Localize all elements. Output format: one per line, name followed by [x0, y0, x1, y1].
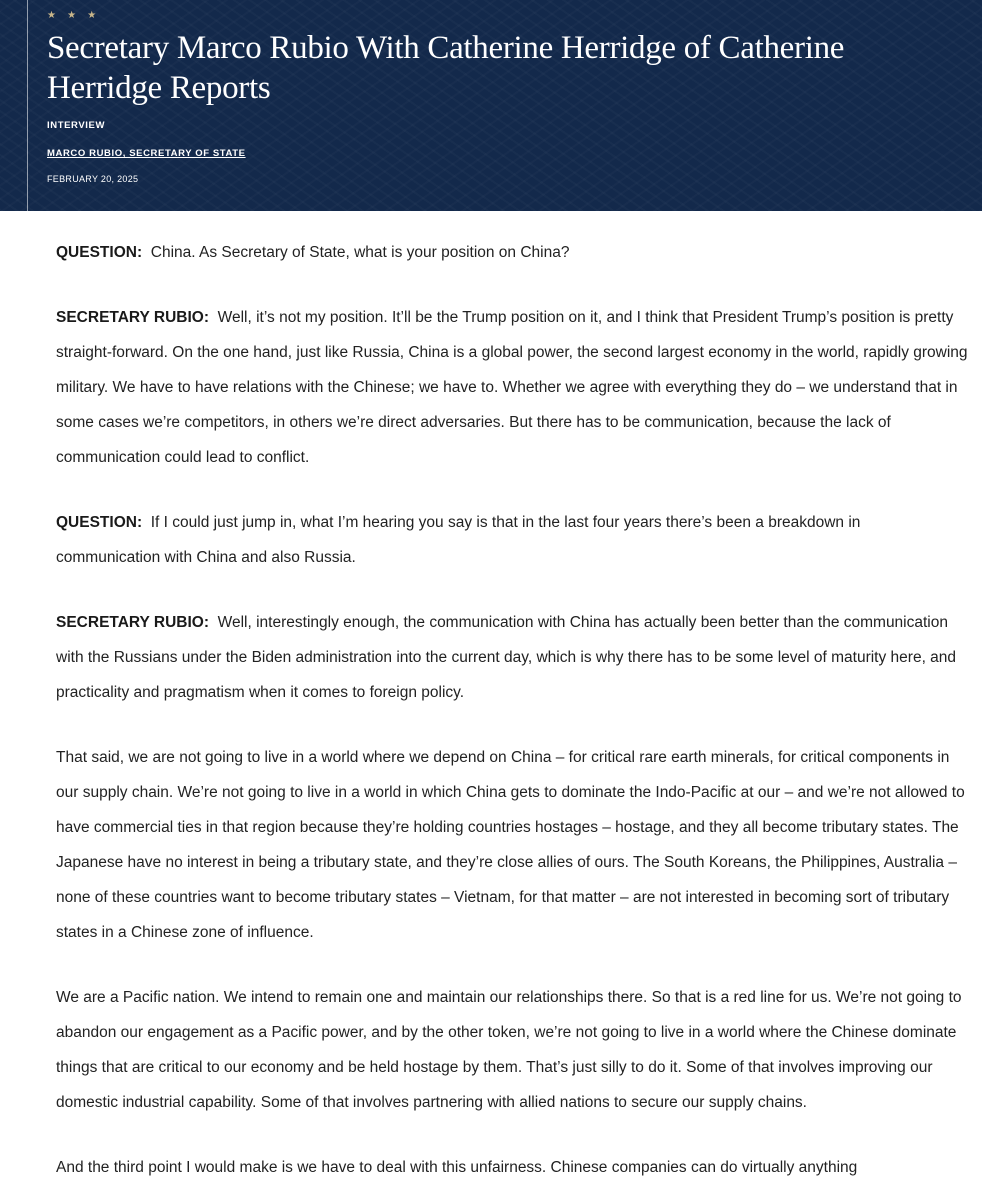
paragraph-text: And the third point I would make is we have to deal with this unfairness. Chinese companies can do virtually anything — [56, 1159, 858, 1176]
paragraph-text: If I could just jump in, what I’m hearing you say is that in the last four years there’s been a breakdown in communication with China and also Russia. — [56, 514, 861, 566]
transcript-body — [56, 235, 968, 1200]
paragraph-text: Well, interestingly enough, the communication with China has actually been better than the communication with the Russians under the Biden administration into the current day, which is why there has to be some level of maturity here, and practicality and pragmatism when it comes to foreign policy. — [56, 614, 957, 701]
paragraph-text: That said, we are not going to live in a world where we depend on China – for critical rare earth minerals, for critical components in our supply chain. We’re not going to live in a world in which China gets to dominate the Indo-Pacific at our – and we’re not allowed to have commercial ties in that region because they’re holding countries hostages – hostage, and they all become tributary states. The Japanese have no interest in being a tributary state, and they’re close allies of ours. The South Koreans, the Philippines, Australia – none of these countries want to become tributary states – Vietnam, for that matter – are not interested in becoming sort of tributary states in a Chinese zone of influence. — [56, 749, 965, 941]
transcript-paragraph — [56, 740, 968, 950]
publish-date: FEBRUARY 20, 2025 — [47, 174, 139, 184]
paragraph-text: Well, it’s not my position. It’ll be the Trump position on it, and I think that President Trump’s position is pretty straight-forward. On the one hand, just like Russia, China is a global power, the second largest economy in the world, rapidly growing military. We have to have relations with the Chinese; we have to. Whether we agree with everything they do – we understand that in some cases we’re competitors, in others we’re direct adversaries. But there has to be communication, because the lack of communication could lead to conflict. — [56, 309, 968, 466]
speaker-label: QUESTION: — [56, 244, 143, 261]
speaker-label: SECRETARY RUBIO: — [56, 614, 210, 631]
paragraph-text: China. As Secretary of State, what is your position on China? — [150, 244, 570, 261]
header-divider — [27, 0, 28, 211]
speaker-label: QUESTION: — [56, 514, 143, 531]
transcript-paragraph — [56, 1150, 968, 1185]
author-link[interactable]: MARCO RUBIO, SECRETARY OF STATE — [47, 148, 246, 159]
page-header — [0, 0, 982, 211]
page-title: Secretary Marco Rubio With Catherine Herridge of Catherine Herridge Reports — [47, 30, 845, 106]
transcript-paragraph — [56, 505, 968, 575]
transcript-paragraph — [56, 605, 968, 710]
transcript-paragraph — [56, 235, 968, 270]
transcript-paragraph — [56, 980, 968, 1120]
transcript-paragraph — [56, 300, 968, 475]
stars-icon: ★ ★ ★ — [47, 10, 101, 21]
paragraph-text: We are a Pacific nation. We intend to remain one and maintain our relationships there. So that is a red line for us. We’re not going to abandon our engagement as a Pacific power, and by the other token, we’re not going to live in a world where the Chinese dominate things that are critical to our economy and be held hostage by them. That’s just silly to do it. Some of that involves improving our domestic industrial capability. Some of that involves partnering with allied nations to secure our supply chains. — [56, 989, 962, 1111]
content-type-label: INTERVIEW — [47, 120, 106, 131]
speaker-label: SECRETARY RUBIO: — [56, 309, 210, 326]
